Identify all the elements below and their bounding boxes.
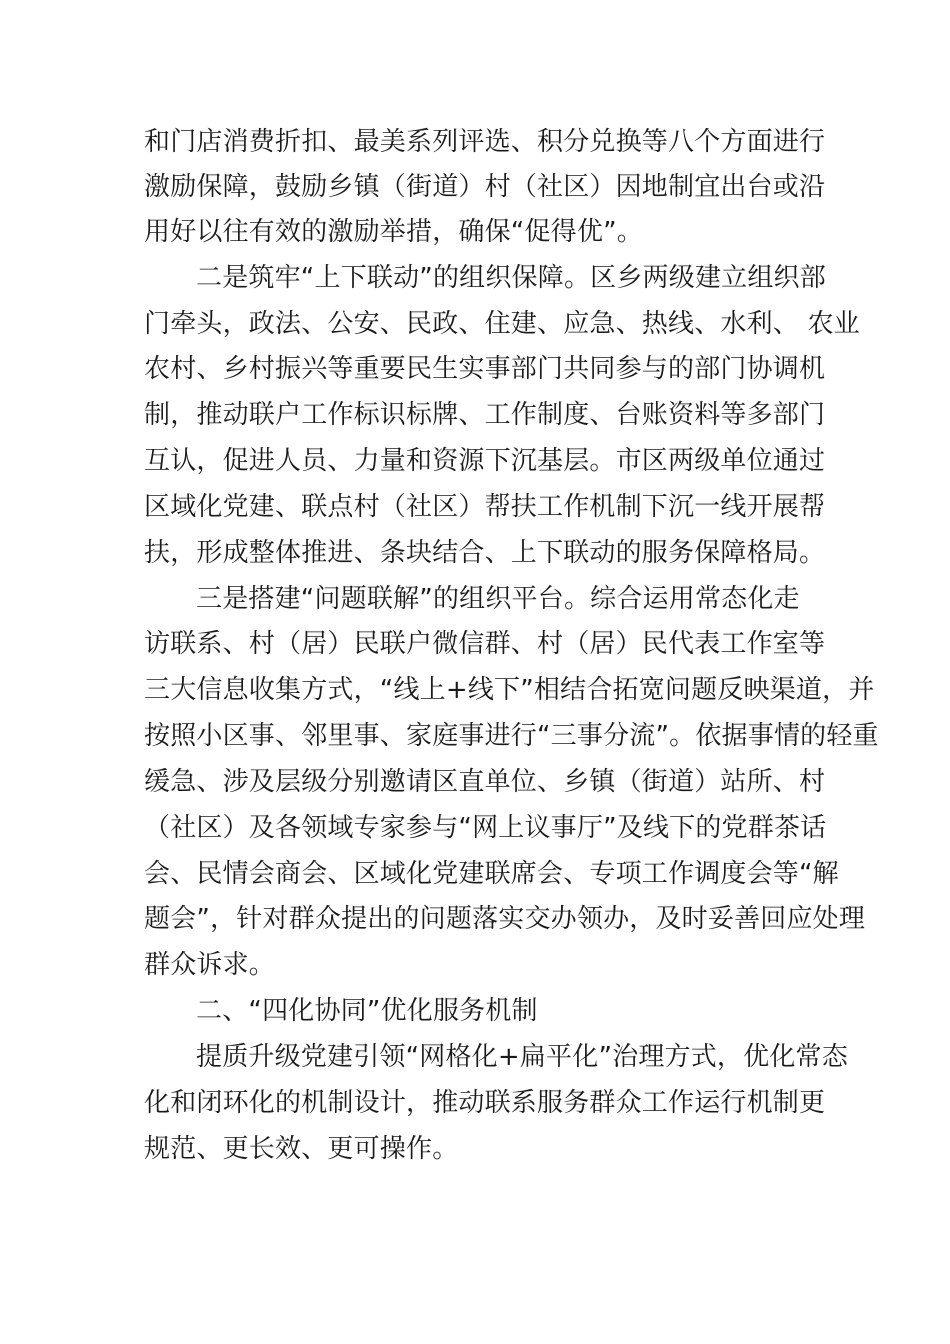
paragraph-start-line: 三是搭建“问题联解”的组织平台。综合运用常态化走 <box>196 584 800 614</box>
text-line: （社区）及各领域专家参与“网上议事厅”及线下的党群茶话 <box>144 813 827 843</box>
text-line: 激励保障，鼓励乡镇（街道）村（社区）因地制宜出台或沿 <box>144 172 826 202</box>
text-line: 规范、更长效、更可操作。 <box>144 1134 459 1164</box>
section-heading: 二、“四化协同”优化服务机制 <box>196 996 538 1026</box>
text-line: 和门店消费折扣、最美系列评选、积分兑换等八个方面进行 <box>144 127 826 157</box>
text-line: 化和闭环化的机制设计，推动联系服务群众工作运行机制更 <box>144 1088 826 1118</box>
text-line: 门牵头，政法、公安、民政、住建、应急、热线、水利、 农业 <box>144 309 860 339</box>
text-line: 访联系、村（居）民联户微信群、村（居）民代表工作室等 <box>144 629 826 659</box>
text-line: 三大信息收集方式，“线上+线下”相结合拓宽问题反映渠道，并 <box>144 675 875 705</box>
paragraph-start-line: 二是筑牢“上下联动”的组织保障。区乡两级建立组织部 <box>196 263 826 293</box>
text-line: 扶，形成整体推进、条块结合、上下联动的服务保障格局。 <box>144 538 826 568</box>
text-line: 农村、乡村振兴等重要民生实事部门共同参与的部门协调机 <box>144 354 826 384</box>
text-line: 缓急、涉及层级分别邀请区直单位、乡镇（街道）站所、村 <box>144 767 826 797</box>
text-line: 会、民情会商会、区域化党建联席会、专项工作调度会等“解 <box>144 859 839 889</box>
text-line: 按照小区事、邻里事、家庭事进行“三事分流”。依据事情的轻重 <box>144 721 879 751</box>
text-line: 制，推动联户工作标识标牌、工作制度、台账资料等多部门 <box>144 400 826 430</box>
text-line: 互认，促进人员、力量和资源下沉基层。市区两级单位通过 <box>144 446 826 476</box>
text-line: 题会”，针对群众提出的问题落实交办领办，及时妥善回应处理 <box>144 904 866 934</box>
paragraph-start-line: 提质升级党建引领“网格化+扁平化”治理方式，优化常态 <box>196 1042 848 1072</box>
text-line: 用好以往有效的激励举措，确保“促得优”。 <box>144 217 643 247</box>
text-line: 群众诉求。 <box>144 950 276 980</box>
text-line: 区域化党建、联点村（社区）帮扶工作机制下沉一线开展帮 <box>144 492 826 522</box>
